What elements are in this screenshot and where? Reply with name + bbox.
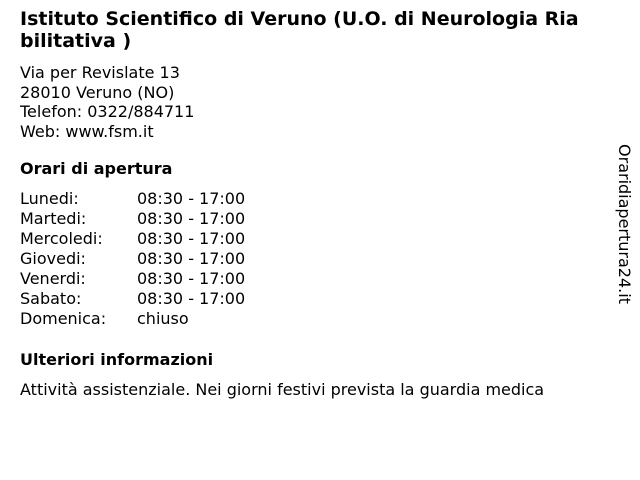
hours-row-saturday	[20, 289, 600, 309]
hours-row-sunday	[20, 309, 600, 329]
day-hours: 08:30 - 17:00	[137, 269, 246, 288]
hours-row-thursday	[20, 249, 600, 269]
day-label: Martedi:	[20, 209, 87, 228]
day-hours: 08:30 - 17:00	[137, 189, 246, 208]
street-address: Via per Revislate 13	[20, 63, 180, 82]
place-title: Istituto Scientifico di Veruno (U.O. di Neurologia Ria bilitativa )	[20, 8, 579, 52]
website: Web: www.fsm.it	[20, 121, 154, 141]
place-details	[20, 8, 600, 400]
more-info-heading: Ulteriori informazioni	[20, 350, 214, 369]
hours-row-wednesday	[20, 229, 600, 249]
opening-hours-table	[20, 189, 600, 329]
more-info-text: Attività assistenziale. Nei giorni festivi prevista la guardia medica	[20, 380, 545, 399]
hours-row-friday	[20, 269, 600, 289]
day-label: Sabato:	[20, 289, 82, 308]
day-hours: 08:30 - 17:00	[137, 209, 246, 228]
city-address: 28010 Veruno (NO)	[20, 82, 175, 102]
site-watermark: Oraridiapertura24.it	[615, 144, 634, 304]
day-hours: chiuso	[137, 309, 189, 328]
day-label: Giovedi:	[20, 249, 86, 268]
day-label: Domenica:	[20, 309, 107, 328]
day-label: Venerdi:	[20, 269, 86, 288]
hours-row-tuesday	[20, 209, 600, 229]
day-hours: 08:30 - 17:00	[137, 229, 246, 248]
day-label: Lunedi:	[20, 189, 79, 208]
day-label: Mercoledi:	[20, 229, 103, 248]
hours-row-monday	[20, 189, 600, 209]
address-block	[20, 63, 600, 141]
day-hours: 08:30 - 17:00	[137, 249, 246, 268]
day-hours: 08:30 - 17:00	[137, 289, 246, 308]
phone-number: Telefon: 0322/884711	[20, 102, 195, 121]
opening-hours-heading: Orari di apertura	[20, 159, 173, 178]
